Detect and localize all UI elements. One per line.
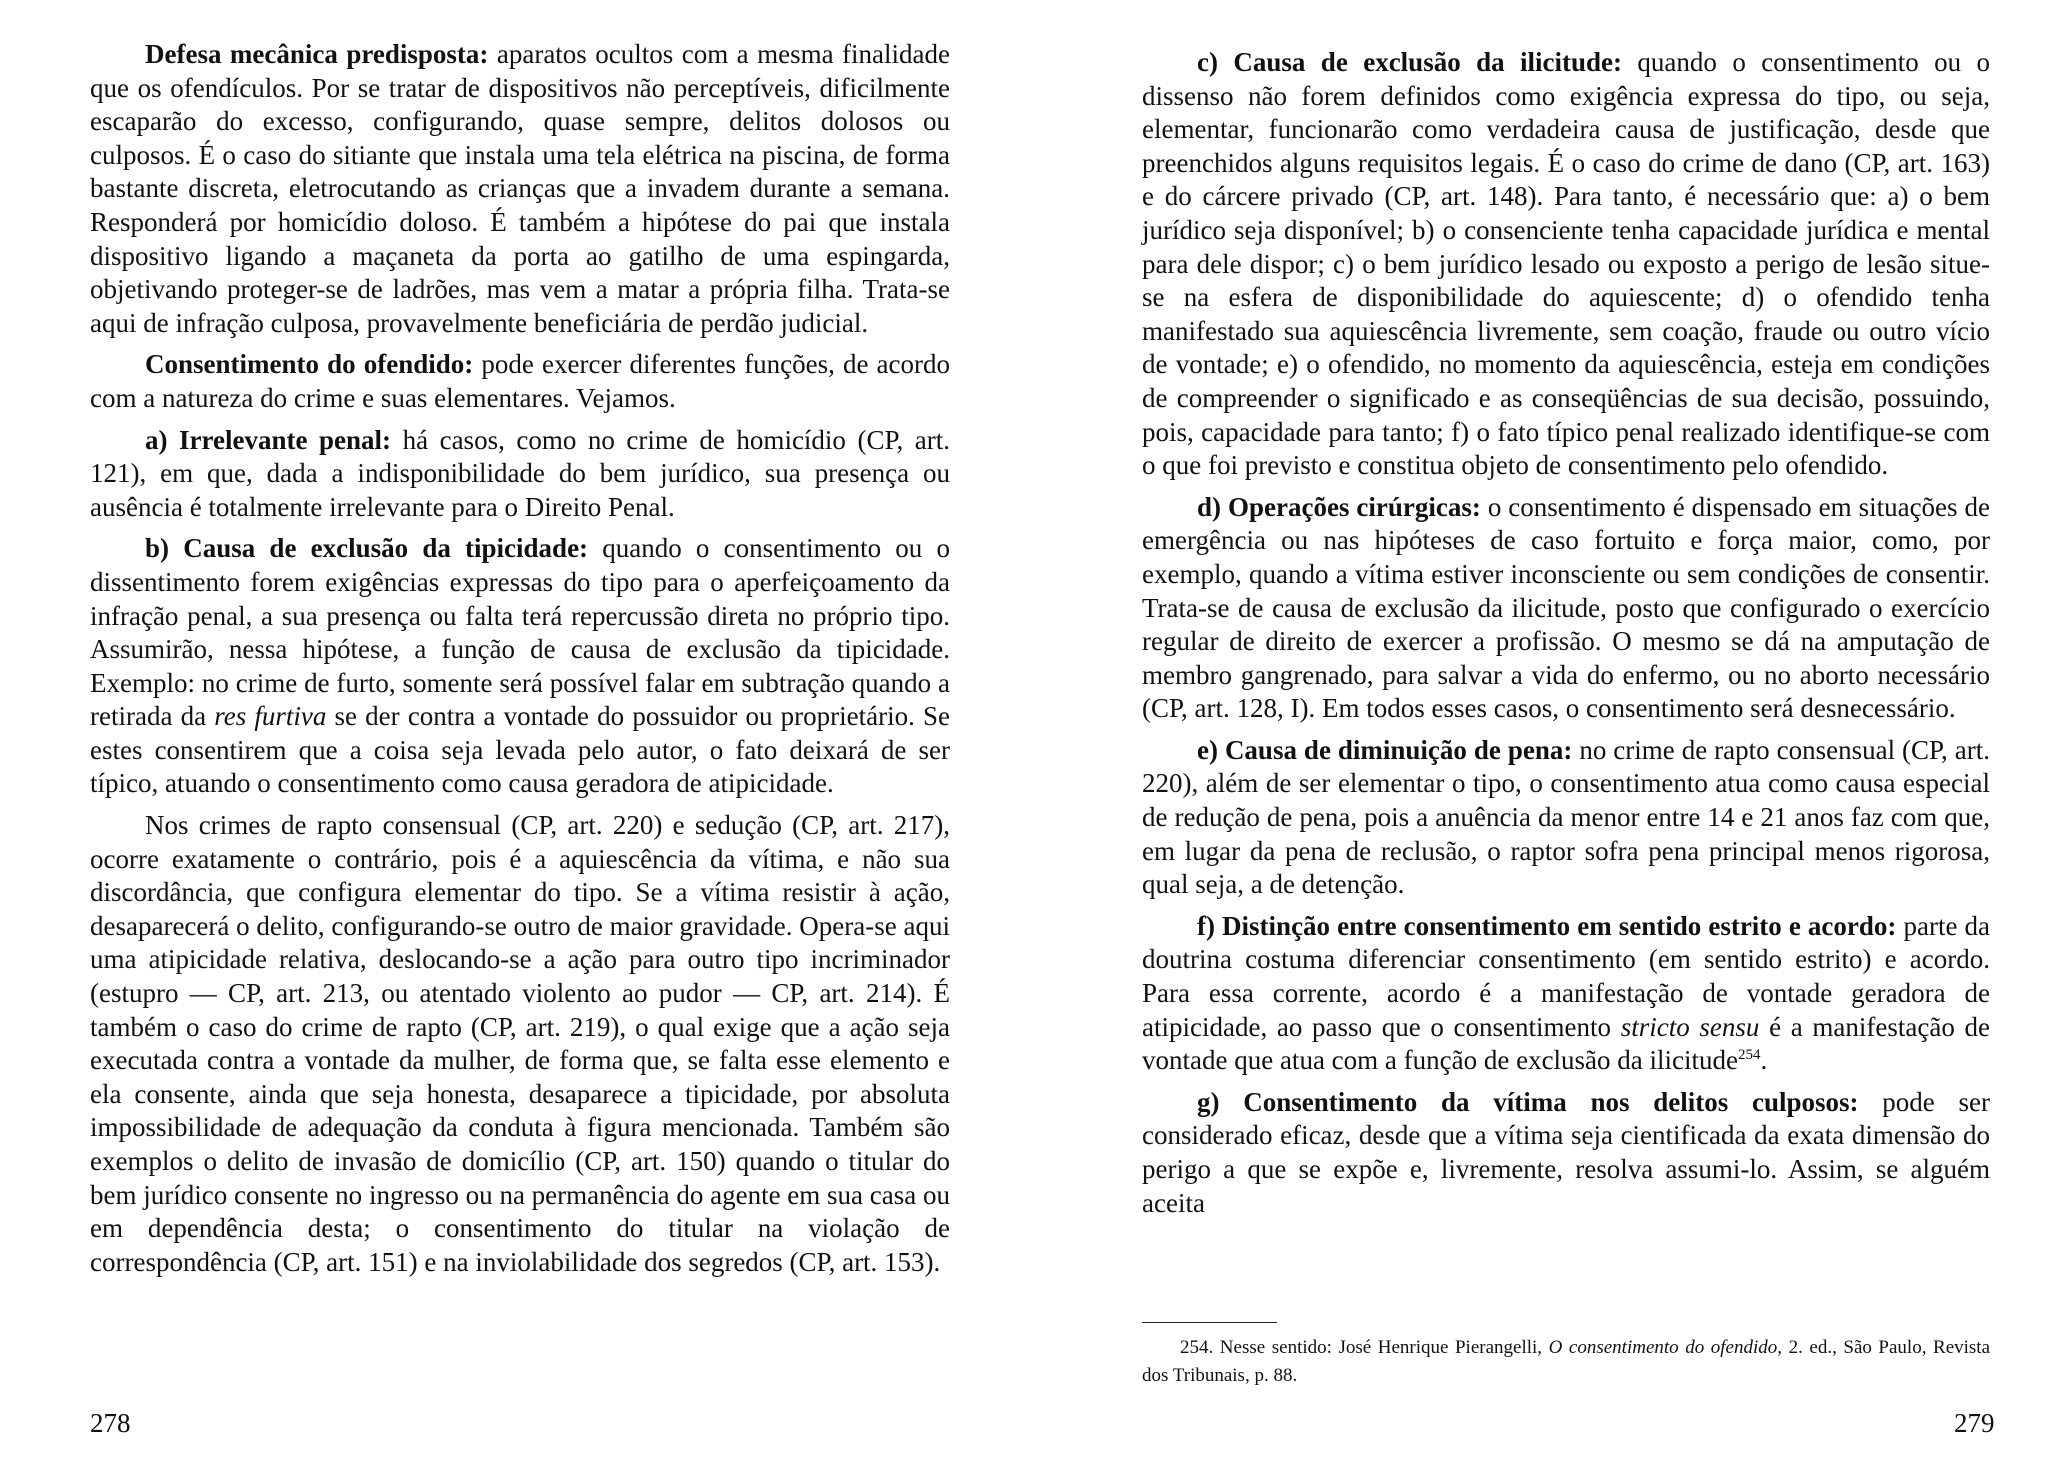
page-number: 278: [90, 1408, 131, 1438]
paragraph-operacoes-cirurgicas: [1142, 491, 1990, 726]
paragraph-irrelevante-penal: [90, 424, 950, 525]
paragraph-text: se der contra a vontade do possuidor ou proprietário. Se estes consentirem que a coisa seja levada pelo autor, o fato deixará de ser típico, atuando o consentimento como causa geradora de atipicidade.: [90, 701, 951, 799]
paragraph-exclusao-ilicitude: [1142, 46, 1990, 483]
paragraph-text: o consentimento é dispensado em situações de emergência ou nas hipóteses de caso fortuito e força maior, como, por exemplo, quando a vítima estiver inconsciente ou sem condições de consentir. Trata-se de causa de exclusão da ilicitude, posto que configurado o exercício regular de direito de exercer a profissão. O mesmo se dá na amputação de membro gangrenado, para salvar a vida do enfermo, ou no aborto necessário (CP, art. 128, I). Em todos esses casos, o consentimento será desnecessário.: [1142, 491, 1990, 724]
paragraph-text: pode exercer diferentes funções, de acordo com a natureza do crime e suas elementares. Vejamos.: [90, 349, 951, 413]
paragraph-exclusao-tipicidade: [90, 532, 950, 801]
paragraph-heading: f) Distinção entre consentimento em sentido estrito e acordo:: [1197, 910, 1897, 941]
right-page-body: [1142, 46, 1990, 1228]
paragraph-heading: b) Causa de exclusão da tipicidade:: [145, 533, 589, 564]
paragraph-text: no crime de rapto consensual (CP, art. 220), além de ser elementar o tipo, o consentimento atua como causa especial de redução de pena, pois a anuência da menor entre 14 e 21 anos faz com que, em lugar da pena de reclusão, o raptor sofra pena principal menos rigorosa, qual seja, a de detenção.: [1142, 734, 1990, 900]
paragraph-heading: Defesa mecânica predisposta:: [145, 39, 489, 69]
footnote-text: Nesse sentido: José Henrique Pierangelli,: [1213, 1337, 1549, 1358]
paragraph-heading: d) Operações cirúrgicas:: [1197, 491, 1481, 522]
paragraph-consentimento-ofendido: [90, 348, 950, 415]
paragraph-rapto-consensual: [90, 809, 950, 1279]
footnote-text: , 2. ed., São Paulo, Revista dos Tribunais, p. 88.: [1142, 1337, 1991, 1386]
paragraph-delitos-culposos: [1142, 1086, 1990, 1220]
paragraph-text: há casos, como no crime de homicídio (CP, art. 121), em que, dada a indisponibilidade do bem jurídico, sua presença ou ausência é totalmente irrelevante para o Direito Penal.: [90, 424, 951, 522]
footnote-reference[interactable]: 254: [1738, 1047, 1761, 1064]
footnote-divider: [1142, 1322, 1277, 1323]
paragraph-diminuicao-pena: [1142, 734, 1990, 902]
paragraph-text: quando o consentimento ou o dissenso não forem definidos como exigência expressa do tipo, ou seja, elementar, funcionarão como verdadeira causa de justificação, desde que preenchidos alguns requisitos legais. É o caso do crime de dano (CP, art. 163) e do cárcere privado (CP, art. 148). Para tanto, é necessário que: a) o bem jurídico seja disponível; b) o consenciente tenha capacidade jurídica e mental para dele dispor; c) o bem jurídico lesado ou exposto a perigo de lesão situe-se na esfera de disponibilidade do aquiescente; d) o ofendido tenha manifestado sua aquiescência livremente, sem coação, fraude ou outro vício de vontade; e) o ofendido, no momento da aquiescência, esteja em condições de compreender o significado e as conseqüências de sua decisão, possuindo, pois, capacidade para tanto; f) o fato típico penal realizado identifique-se com o que foi previsto e constitua objeto de consentimento pelo ofendido.: [1142, 47, 1991, 481]
italic-term: stricto sensu: [1620, 1011, 1760, 1042]
paragraph-heading: e) Causa de diminuição de pena:: [1197, 734, 1573, 765]
paragraph-heading: g) Consentimento da vítima nos delitos culposos:: [1197, 1086, 1859, 1117]
footnote: [1142, 1334, 1990, 1390]
paragraph-heading: Consentimento do ofendido:: [145, 349, 474, 380]
footnote-book-title: O consentimento do ofendido: [1548, 1337, 1778, 1358]
paragraph-text: Nos crimes de rapto consensual (CP, art. 220) e sedução (CP, art. 217), ocorre exatamente o contrário, pois é a aquiescência da vítima, e não sua discordância, que configura elementar do tipo. Se a vítima resistir à ação, desaparecerá o delito, configurando-se outro de maior gravidade. Opera-se aqui uma atipicidade relativa, deslocando-se a ação para outro tipo incriminador (estupro — CP, art. 213, ou atentado violento ao pudor — CP, art. 214). É também o caso do crime de rapto (CP, art. 219), o qual exige que a ação seja executada contra a vontade da mulher, de forma que, se falta esse elemento e ela consente, ainda que seja honesta, desaparece a tipicidade, por absoluta impossibilidade de adequação da conduta à figura mencionada. Também são exemplos o delito de invasão de domicílio (CP, art. 150) quando o titular do bem jurídico consente no ingresso ou na permanência do agente em sua casa ou em dependência desta; o consentimento do titular na violação de correspondência (CP, art. 151) e na inviolabilidade dos segredos (CP, art. 153).: [90, 810, 950, 1277]
paragraph-defesa-mecanica: [90, 38, 950, 340]
paragraph-distincao-acordo: [1142, 910, 1990, 1078]
paragraph-heading: a) Irrelevante penal:: [145, 424, 392, 455]
page-number: 279: [1954, 1408, 1995, 1438]
right-page: [1024, 0, 2048, 1472]
italic-term: res furtiva: [214, 701, 327, 732]
left-page-body: [90, 38, 950, 1287]
paragraph-text: é a manifestação de vontade que atua com a função de exclusão da ilicitude: [1142, 1011, 1991, 1076]
paragraph-heading: c) Causa de exclusão da ilicitude:: [1197, 47, 1623, 77]
paragraph-text: .: [1760, 1045, 1768, 1076]
paragraph-text: aparatos ocultos com a mesma finalidade que os ofendículos. Por se tratar de dispositivos não perceptíveis, dificilmente escaparão do excesso, configurando, quase sempre, delitos dolosos ou culposos. É o caso do sitiante que instala uma tela elétrica na piscina, de forma bastante discreta, eletrocutando as crianças que a invadem durante a semana. Responderá por homicídio doloso. É também a hipótese do pai que instala dispositivo ligando a maçaneta da porta ao gatilho de uma espingarda, objetivando proteger-se de ladrões, mas vem a matar a própria filha. Trata-se aqui de infração culposa, provavelmente beneficiária de perdão judicial.: [90, 39, 951, 338]
paragraph-text: quando o consentimento ou o dissentimento forem exigências expressas do tipo para o aperfeiçoamento da infração penal, a sua presença ou falta terá repercussão direta no próprio tipo. Assumirão, nessa hipótese, a função de causa de exclusão da tipicidade. Exemplo: no crime de furto, somente será possível falar em subtração quando a retirada da: [90, 533, 950, 732]
paragraph-text: parte da doutrina costuma diferenciar consentimento (em sentido estrito) e acordo. Para essa corrente, acordo é a manifestação de vontade geradora de atipicidade, ao passo que o consentimento: [1142, 910, 1990, 1042]
footnote-number: 254.: [1180, 1337, 1214, 1358]
paragraph-text: pode ser considerado eficaz, desde que a vítima seja cientificada da exata dimensão do perigo a que se expõe e, livremente, resolva assumi-lo. Assim, se alguém aceita: [1142, 1086, 1990, 1218]
